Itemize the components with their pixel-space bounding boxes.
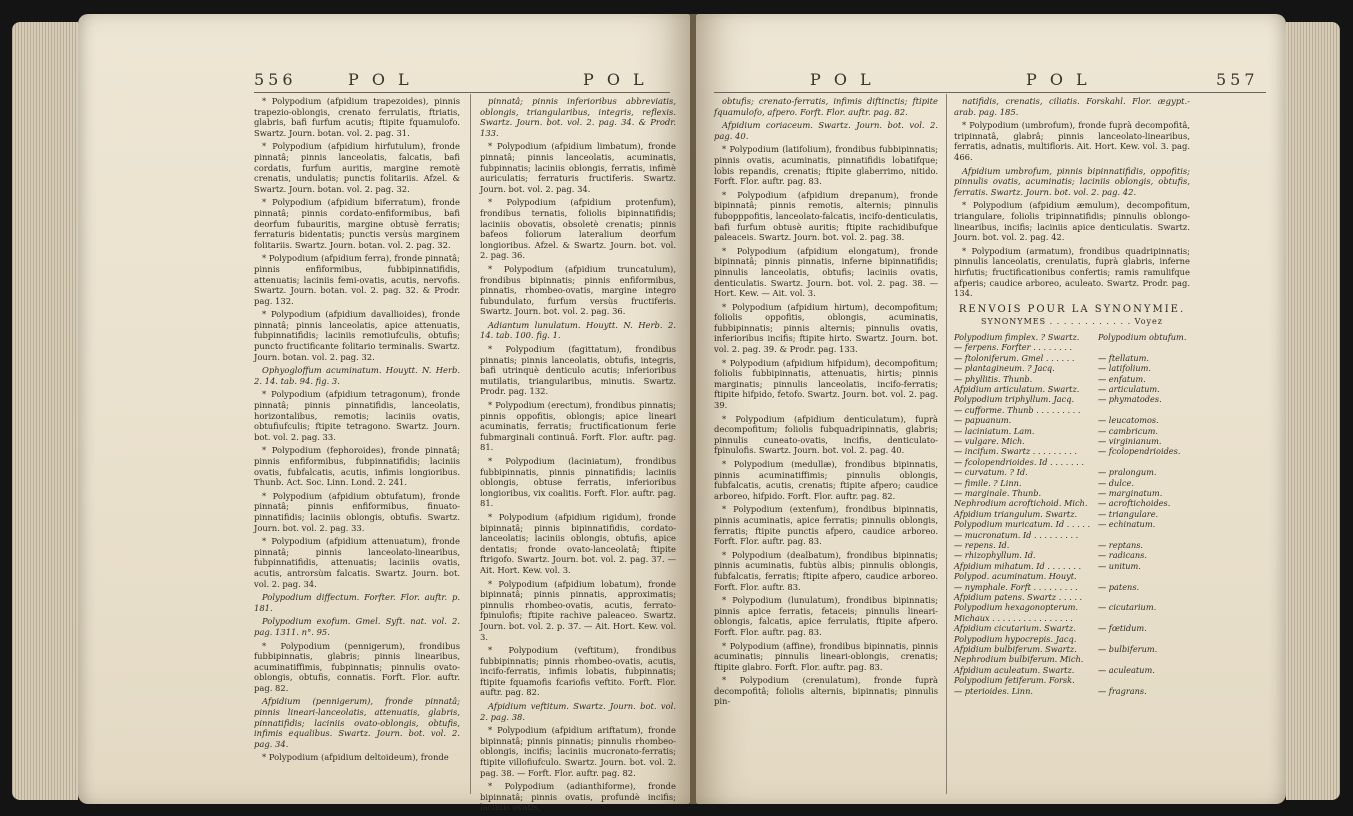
- header-rule: [254, 92, 670, 93]
- synonym-name: Afpidium cicutarium. Swartz.: [954, 623, 1076, 634]
- synonym-target: [1098, 530, 1190, 540]
- entry-paragraph: * Polypodium (afpidium trapezoides), pinnis trapezio-oblongis, crenato ferrulatis, ftriatis, glabris, bafi furfum acutis; ftipite fquamulofo. Swartz. Journ. botan. vol. 2. pag. 31.: [254, 96, 460, 138]
- right-header-right: P O L: [1026, 70, 1091, 89]
- left-page: [78, 14, 690, 813]
- entry-paragraph: Afpidium coriaceum. Swartz. Journ. bot. vol. 2. pag. 40.: [714, 120, 938, 141]
- synonym-name: — repens. Id.: [954, 540, 1010, 550]
- synonym-target: [1098, 592, 1190, 602]
- synonym-name: Polypodium hexagonopterum.: [954, 602, 1078, 613]
- synonym-name: Afpidium mihatum. Id . . . . . . .: [954, 560, 1082, 571]
- entry-paragraph: * Polypodium (afpidium deltoideum), fronde: [262, 752, 449, 763]
- entry-paragraph: Afpidium veftitum. Swartz. Journ. bot. vol. 2. pag. 38.: [480, 701, 676, 722]
- synonym-row: [954, 353, 1190, 363]
- right-header-left: P O L: [810, 70, 875, 89]
- entry-paragraph: pinnatâ; pinnis inferioribus abbreviatis, oblongis, triangularibus, integris, reflexis. Swartz. Journ. bot. vol. 2. pag. 34. & Prodr. 133.: [480, 96, 676, 138]
- header-rule: [714, 92, 1266, 93]
- synonym-name: — laciniatum. Lam.: [954, 425, 1035, 436]
- synonym-target: — fragrans.: [1098, 685, 1147, 696]
- synonym-name: — cufforme. Thunb . . . . . . . . .: [954, 404, 1081, 415]
- entry-paragraph: * Polypodium (adianthiforme), fronde bipinnatâ; pinnis ovatis, profundè incifis; laciniis ovatis,: [480, 781, 676, 813]
- right-page-number: 557: [1216, 70, 1259, 89]
- entry-paragraph: * Polypodium (afpidium hifpidum), decompofitum; foliolis fubbipinnatis, attenuatis, hirtis; pinnis marginatis; pinnulis lanceolatis, incifo-ferratis; ftipite hifpido, fetofo. Swartz. Journ. bot. vol. 2. pag. 39.: [714, 357, 938, 411]
- synonym-name: — rhizophyllum. Id.: [954, 550, 1036, 561]
- entry-paragraph: * Polypodium (lunulatum), frondibus bipinnatis; pinnis apice ferratis, fetaceis; pinnulis lineari-oblongis, falcatis, apice ferrulatis, ftipite afpero. Forft. Flor. auftr. pag. 83.: [714, 595, 938, 637]
- entry-paragraph: * Polypodium (afpidium æmulum), decompofitum, triangulare, foliolis tripinnatifidis; pinnulis oblongo-linearibus, incifis; laciniis apice denticulatis. Swartz. Journ. bot. vol. 2. pag. 42.: [954, 200, 1190, 243]
- synonym-target: — marginatum.: [1098, 487, 1163, 498]
- entry-paragraph: * Polypodium (crenulatum), fronde fuprà decompofitâ; foliolis alternis, bipinnatis; pinnulis pin-: [714, 675, 938, 707]
- synonym-row: [954, 686, 1190, 696]
- synonym-name: — vulgare. Mich.: [954, 435, 1025, 446]
- synonym-name: Polypodium triphyllum. Jacq.: [954, 394, 1075, 405]
- right-page: [696, 14, 1286, 804]
- entry-paragraph: * Polypodium (afpidium ferra), fronde pinnatâ; pinnis enfiformibus, fubbipinnatifidis, attenuatis; laciniis femi-ovatis, acutis, nervofis. Swartz. Journ. botan. vol. 2. pag. 32. & Prodr. pag. 132.: [254, 253, 460, 306]
- synonym-row: [954, 405, 1190, 415]
- entry-paragraph: * Polypodium (fagittatum), frondibus pinnatis; pinnis lanceolatis, obtufis, integris, bafi utrinquè denticulo acutis; inferioribus mutilatis, triangularibus, minutis. Swartz. Prodr. pag. 132.: [480, 344, 676, 397]
- synonym-row: [954, 478, 1190, 488]
- right-column-2-entries: [954, 96, 1190, 299]
- synonym-name: Polypodium muricatum. Id . . . . .: [954, 519, 1091, 530]
- entry-paragraph: * Polypodium (affine), frondibus bipinnatis, pinnis acuminatis; pinnulis lineari-oblongis, crenatis; ftipite glabro. Forft. Flor. auftr. pag. 83.: [714, 640, 938, 672]
- synonym-row: [954, 488, 1190, 498]
- synonym-row: [954, 654, 1190, 664]
- synonym-row: [954, 415, 1190, 425]
- synonym-row: [954, 644, 1190, 654]
- entry-paragraph: * Polypodium (afpidium davallioides), fronde pinnatâ; pinnis lanceolatis, apice attenuatis, fubpinnatifidis; laciniis remotiufculis, obtufis; puncto fructificante folitario terminalis. Swartz. Journ. botan. vol. 2. pag. 32.: [254, 309, 460, 362]
- synonym-target: — pralongum.: [1098, 467, 1157, 478]
- synonym-target: [1098, 571, 1190, 581]
- synonym-target: [1098, 457, 1190, 467]
- synonym-name: Afpidium aculeatum. Swartz.: [954, 664, 1075, 675]
- synonym-row: [954, 623, 1190, 633]
- synonym-row: [954, 665, 1190, 675]
- synonym-name: — curvatum. ? Id.: [954, 467, 1028, 478]
- synonym-target: — enfatum.: [1098, 373, 1146, 384]
- synonym-name: Michaux . . . . . . . . . . . . . . . .: [954, 612, 1073, 623]
- right-page-stack-edge: [1286, 22, 1340, 800]
- synonym-row: [954, 384, 1190, 394]
- synonym-target: — articulatum.: [1098, 383, 1160, 394]
- left-column-1: [254, 96, 460, 766]
- synonym-row: [954, 519, 1190, 529]
- synonym-target: — fcolopendrioides.: [1098, 446, 1181, 457]
- entry-paragraph: Afpidium umbrofum, pinnis bipinnatifidis, oppofitis; pinnulis ovatis, acuminatis; laciniis oblongis, obtufis, ferratis. Swartz. Journ. bot. vol. 2. pag. 42.: [954, 165, 1190, 197]
- entry-paragraph: * Polypodium (afpidium denticulatum), fuprà decompofitum; foliolis fubquadripinnatis, glabris; pinnulis cuneato-ovatis, incifis, denticulato-fpinulofis. Swartz. Journ. bot. vol. 2. pag. 40.: [714, 413, 938, 456]
- entry-paragraph: * Polypodium (afpidium biferratum), fronde pinnatâ; pinnis cordato-enfiformibus, bafi deorfum fubauritis, margine obtusè ferratis; ferraturis bidentatis; punctis versùs marginem folitariis. Swartz. Journ. botan. vol. 2. pag. 32.: [254, 197, 460, 250]
- synonym-row: [954, 613, 1190, 623]
- synonym-row: [954, 550, 1190, 560]
- entry-paragraph: Afpidium (pennigerum), fronde pinnatâ; pinnis lineari-lanceolatis, attenuatis, glabris, pinnatifidis; laciniis ovato-oblongis, obtufis, infimis equalibus. Swartz. Journ. bot. vol. 2. pag. 34.: [254, 696, 460, 749]
- entry-paragraph: * Polypodium (erectum), frondibus pinnatis; pinnis oppofitis, oblongis; apice lineari acuminatis, ferratis; fructificationum ferie fubmarginali continuâ. Forft. Flor. auftr. pag. 81.: [480, 400, 676, 453]
- synonym-row: [954, 561, 1190, 571]
- renvois-section: [954, 305, 1190, 696]
- synonym-row: [954, 457, 1190, 467]
- synonym-target: — echinatum.: [1098, 519, 1156, 530]
- left-page-number: 556: [254, 70, 297, 89]
- synonym-row: [954, 634, 1190, 644]
- synonym-target: — patens.: [1098, 581, 1140, 592]
- synonym-name: — incifum. Swartz . . . . . . . . .: [954, 446, 1078, 457]
- synonym-row: [954, 342, 1190, 352]
- synonym-target: [1098, 405, 1190, 415]
- synonym-row: [954, 571, 1190, 581]
- synonym-name: Nephrodium bulbiferum. Mich.: [954, 654, 1084, 665]
- synonym-target: — bulbiferum.: [1098, 644, 1158, 655]
- left-column-2: [480, 96, 676, 816]
- entry-paragraph: * Polypodium (afpidium rigidum), fronde bipinnatâ; pinnis bipinnatifidis, cordato-lanceolatis; laciniis oblongis, obtufis, apice dentatis; fronde ovato-lanceolatâ; ftipite ftrigofo. Swartz. Journ. bot. vol. 2. pag. 37. — Ait. Hort. Kew. vol. 3.: [480, 511, 676, 575]
- synonym-target: — ftellatum.: [1098, 352, 1150, 363]
- entry-paragraph: Polypodium exofum. Gmel. Syft. nat. vol. 2. pag. 1311. n°. 95.: [254, 616, 460, 637]
- renvois-title: RENVOIS POUR LA SYNONYMIE.: [958, 303, 1186, 315]
- right-column-1: [714, 96, 938, 710]
- entry-paragraph: * Polypodium (veftitum), frondibus fubbipinnatis; pinnis rhombeo-ovatis, acutis, incifo-ferratis, infimis lobatis, fubpinnatis; ftipite fquamofis fcariofis veftito. Forft. Flor. auftr. pag. 82.: [480, 645, 676, 698]
- entry-paragraph: * Polypodium (afpidium drepanum), fronde bipinnatâ; pinnis remotis, alternis; pinnulis fubopppofitis, lanceolato-falcatis, incifo-denticulatis, bafi furfum obtusè auritis; ftipite rachidibufque paleaceis. Swartz. Journ. bot. vol. 2. pag. 38.: [714, 189, 938, 243]
- entry-paragraph: Adiantum lunulatum. Houytt. N. Herb. 2. 14. tab. 100. fig. 1.: [480, 319, 676, 341]
- entry-paragraph: * Polypodium (extenfum), frondibus bipinnatis, pinnis acuminatis, apice ferratis; pinnulis oblongis, ferratis; ftipite punctis afpero, caudice arboreo. Forft. Flor. auftr. pag. 83.: [714, 504, 938, 547]
- synonym-target: [1098, 675, 1190, 685]
- synonym-name: — mucronatum. Id . . . . . . . . .: [954, 529, 1079, 540]
- synonym-target: [1098, 342, 1190, 352]
- synonym-target: [1098, 654, 1190, 664]
- entry-paragraph: * Polypodium (armatum), frondibus quadripinnatis; pinnulis lanceolatis, crenulatis, fuprà glabris, inferne hirfutis; fructificationibus confertis; ramis ramulifque afperis; caudice arboreo, aculeato. Swartz. Prodr. pag. 134.: [954, 245, 1190, 299]
- entry-paragraph: * Polypodium (afpidium tetragonum), fronde pinnatâ; pinnis pinnatifidis, lanceolatis, horizontalibus, remotis; laciniis ovatis, obtufiufculis; ftipite tetragono. Swartz. Journ. bot. vol. 2. pag. 33.: [254, 389, 460, 442]
- entry-paragraph: * Polypodium (fephoroides), fronde pinnatâ; pinnis enfiformibus, fubpinnatifidis; laciniis ovatis, fubfalcatis, acutis, infimis longioribus. Thunb. Act. Soc. Linn. Lond. 2. 241.: [254, 445, 460, 488]
- synonym-target: — reptans.: [1098, 540, 1144, 550]
- synonym-row: [954, 436, 1190, 446]
- entry-paragraph: * Polypodium (afpidium obtufatum), fronde pinnatâ; pinnis enfiformibus, finuato-pinnatifidis; laciniis oblongis, obtufis. Swartz. Journ. bot. vol. 2. pag. 33.: [254, 490, 460, 533]
- synonym-target: — dulce.: [1098, 477, 1134, 488]
- synonym-row: [954, 498, 1190, 508]
- synonymes-header: SYNONYMES . . . . . . . . . . . . Voyez: [980, 317, 1163, 327]
- synonym-target: — cambricum.: [1098, 425, 1159, 436]
- synonym-name: — phyllitis. Thunb.: [954, 373, 1033, 384]
- synonym-name: — ferpens. Forfter . . . . . . . .: [954, 342, 1073, 353]
- synonym-name: Polypod. acuminatum. Houyt.: [954, 571, 1077, 582]
- entry-paragraph: * Polypodium (laciniatum), frondibus fubbipinnatis, pinnis pinnatifidis; laciniis oblongis, obtuse ferratis, inferioribus longioribus, vix coalitis. Forft. Flor. auftr. pag. 81.: [480, 456, 676, 509]
- synonym-row: [954, 332, 1190, 342]
- synonym-row: [954, 394, 1190, 404]
- right-column-2: [954, 96, 1190, 696]
- synonym-name: — papuanum.: [954, 415, 1012, 426]
- column-divider: [946, 94, 947, 794]
- synonym-name: Polypodium fetiferum. Forsk.: [954, 675, 1075, 686]
- synonym-row: [954, 467, 1190, 477]
- synonym-name: Polypodium fimplex. ? Swartz.: [954, 331, 1080, 342]
- synonym-name: — nymphale. Forft . . . . . . . . .: [954, 581, 1078, 592]
- synonym-name: Polypodium hypocrepis. Jacq.: [954, 633, 1077, 644]
- left-header-left: P O L: [348, 70, 413, 89]
- synonym-target: — acroftichoides.: [1098, 498, 1171, 509]
- synonym-name: — plantagineum. ? Jacq.: [954, 363, 1055, 374]
- entry-paragraph: obtufis; crenato-ferratis, infimis diftinctis; ftipite fquamulofo, afpero. Forft. Flor. auftr. pag. 82.: [714, 96, 938, 117]
- synonym-list: [954, 332, 1190, 696]
- column-divider: [470, 94, 471, 794]
- synonym-row: [954, 592, 1190, 602]
- synonym-target: — virginianum.: [1098, 435, 1162, 446]
- synonym-target: — aculeatum.: [1098, 664, 1155, 675]
- entry-paragraph: Polypodium diffectum. Forfter. Flor. auftr. p. 181.: [254, 592, 460, 613]
- synonym-target: — leucatomos.: [1098, 415, 1159, 426]
- synonym-row: [954, 540, 1190, 550]
- synonym-name: Nephrodium acroftichoid. Mich.: [954, 498, 1088, 509]
- synonym-name: — fcolopendrioides. Id . . . . . . .: [954, 456, 1084, 467]
- synonym-target: — fœtidum.: [1098, 623, 1147, 634]
- synonym-row: [954, 582, 1190, 592]
- synonym-name: — ftoloniferum. Gmel . . . . . .: [954, 352, 1075, 363]
- synonym-row: [954, 675, 1190, 685]
- synonym-row: [954, 602, 1190, 612]
- synonym-row: [954, 446, 1190, 456]
- synonym-name: — pterioides. Linn.: [954, 685, 1033, 696]
- synonym-target: [1098, 613, 1190, 623]
- synonym-name: Afpidium triangulum. Swartz.: [954, 508, 1078, 519]
- synonym-row: [954, 363, 1190, 373]
- entry-paragraph: * Polypodium (afpidium hirtum), decompofitum; foliolis oppofitis, oblongis, acuminatis, fubbipinnatis; pinnis alternis; pinnulis ovatis, inferioribus incifis; ftipite hirto. Swartz. Journ. bot. vol. 2. pag. 39. & Prodr. pag. 133.: [714, 301, 938, 355]
- entry-paragraph: Ophyogloffum acuminatum. Houytt. N. Herb. 2. 14. tab. 94. fig. 3.: [254, 365, 460, 386]
- entry-paragraph: * Polypodium (medullæ), frondibus bipinnatis, pinnis acuminatiffimis; pinnulis oblongis, fubfalcatis, acutis, crenatis; ftipite afpero; caudice arboreo, hifpido. Forft. Flor. auftr. pag. 82.: [714, 459, 938, 501]
- entry-paragraph: * Polypodium (umbrofum), fronde fuprà decompofitâ, tripinnatâ, glabrâ; pinnis lanceolato-linearibus, ferratis, adnatis, multifloris. Ait. Hort. Kew. vol. 3. pag. 466.: [954, 120, 1190, 162]
- entry-paragraph: * Polypodium (afpidium attenuatum), fronde pinnatâ; pinnis lanceolato-linearibus, fubpinnatifidis, attenuatis; laciniis ovatis, acutis, antrorsùm falcatis. Swartz. Journ. bot. vol. 2. pag. 34.: [254, 536, 460, 589]
- entry-paragraph: * Polypodium (afpidium elongatum), fronde bipinnatâ; pinnis pinnatis, inferne bipinnatifidis; pinnulis lanceolatis, obtufis; laciniis ovatis, denticulatis. Swartz. Journ. bot. vol. 2. pag. 38. — Hort. Kew. — Ait. vol. 3.: [714, 245, 938, 299]
- synonym-row: [954, 374, 1190, 384]
- synonym-name: Afpidium articulatum. Swartz.: [954, 383, 1080, 394]
- synonym-target: Polypodium obtufum.: [1098, 331, 1187, 342]
- synonym-row: [954, 426, 1190, 436]
- entry-paragraph: natifidis, crenatis, ciliatis. Forskahl. Flor. ægypt.-arab. pag. 185.: [954, 96, 1190, 117]
- synonym-row: [954, 509, 1190, 519]
- left-page-stack-edge: [12, 22, 78, 800]
- left-header-right: P O L: [583, 70, 648, 89]
- synonym-target: — phymatodes.: [1098, 394, 1162, 405]
- entry-paragraph: * Polypodium (afpidium lobatum), fronde bipinnatâ; pinnis pinnatis, approximatis; pinnulis rhombeo-ovatis, acutis, ferrato-fpinulofis; ftipite rachive paleaceo. Swartz. Journ. bot. vol. 2. p. 37. — Ait. Hort. Kew. vol. 3.: [480, 578, 676, 642]
- entry-paragraph: * Polypodium (afpidium hirfutulum), fronde pinnatâ; pinnis lanceolatis, falcatis, bafi cordatis, furfum auritis, margine remotè crenatis, undulatis; punctis folitariis. Afzel. & Swartz. Journ. botan. vol. 2. pag. 32.: [254, 141, 460, 194]
- synonym-target: — unitum.: [1098, 560, 1141, 571]
- synonym-name: Afpidium patens. Swartz . . . . .: [954, 592, 1083, 603]
- entry-paragraph: * Polypodium (afpidium limbatum), fronde pinnatâ; pinnis lanceolatis, acuminatis, fubpinnatis; laciniis oblongis, ferratis, infimè auriculatis; ferraturis fructiferis. Swartz. Journ. bot. vol. 2. pag. 34.: [480, 141, 676, 194]
- entry-paragraph: * Polypodium (pennigerum), frondibus fubbipinnatis, glabris; pinnis linearibus, acuminatiffimis, fubpinnatis; pinnulis ovato-oblongis, obtufis, connatis. Forft. Flor. auftr. pag. 82.: [254, 640, 460, 693]
- synonym-target: — triangulare.: [1098, 508, 1159, 519]
- synonym-name: — marginale. Thunb.: [954, 487, 1042, 498]
- synonym-name: Afpidium bulbiferum. Swartz.: [954, 644, 1077, 655]
- entry-paragraph: * Polypodium (dealbatum), frondibus bipinnatis; pinnis acuminatis, fubtùs albis; pinnulis oblongis, fubfalcatis, ferratis; ftipite afpero, caudice arboreo. Forft. Flor. auftr. 83.: [714, 549, 938, 592]
- entry-paragraph: * Polypodium (afpidium ariftatum), fronde bipinnatâ; pinnis pinnatis; pinnulis rhombeo-oblongis, incifis; laciniis mucronato-ferratis; ftipite villofiufculo. Swartz. Journ. bot. vol. 2. pag. 38. — Forft. Flor. auftr. pag. 82.: [480, 725, 676, 778]
- synonym-row: [954, 530, 1190, 540]
- entry-paragraph: * Polypodium (latifolium), frondibus fubbipinnatis; pinnis ovatis, acuminatis, pinnatifidis lobatifque; lobis repandis, crenatis; ftipite glaberrimo, nitido. Forft. Flor. auftr. pag. 83.: [714, 144, 938, 187]
- entry-paragraph: * Polypodium (afpidium truncatulum), frondibus bipinnatis; pinnis enfiformibus, pinnatis, rhombeo-ovatis, margine integro fubundulato, furfum versùs fructiferis. Swartz. Journ. bot. vol. 2. pag. 36.: [480, 263, 676, 317]
- entry-paragraph: * Polypodium (afpidium protenfum), frondibus ternatis, foliolis bipinnatifidis; laciniis obovatis, obsoletè crenatis; pinnis bafeos foliorum lateralium deorfum longioribus. Afzel. & Swartz. Journ. bot. vol. 2. pag. 36.: [480, 197, 676, 261]
- synonym-target: — latifolium.: [1098, 363, 1152, 374]
- synonym-name: — fimile. ? Linn.: [954, 477, 1022, 488]
- synonym-target: — cicutarium.: [1098, 602, 1157, 613]
- synonym-target: [1098, 634, 1190, 644]
- synonym-target: — radicans.: [1098, 550, 1147, 561]
